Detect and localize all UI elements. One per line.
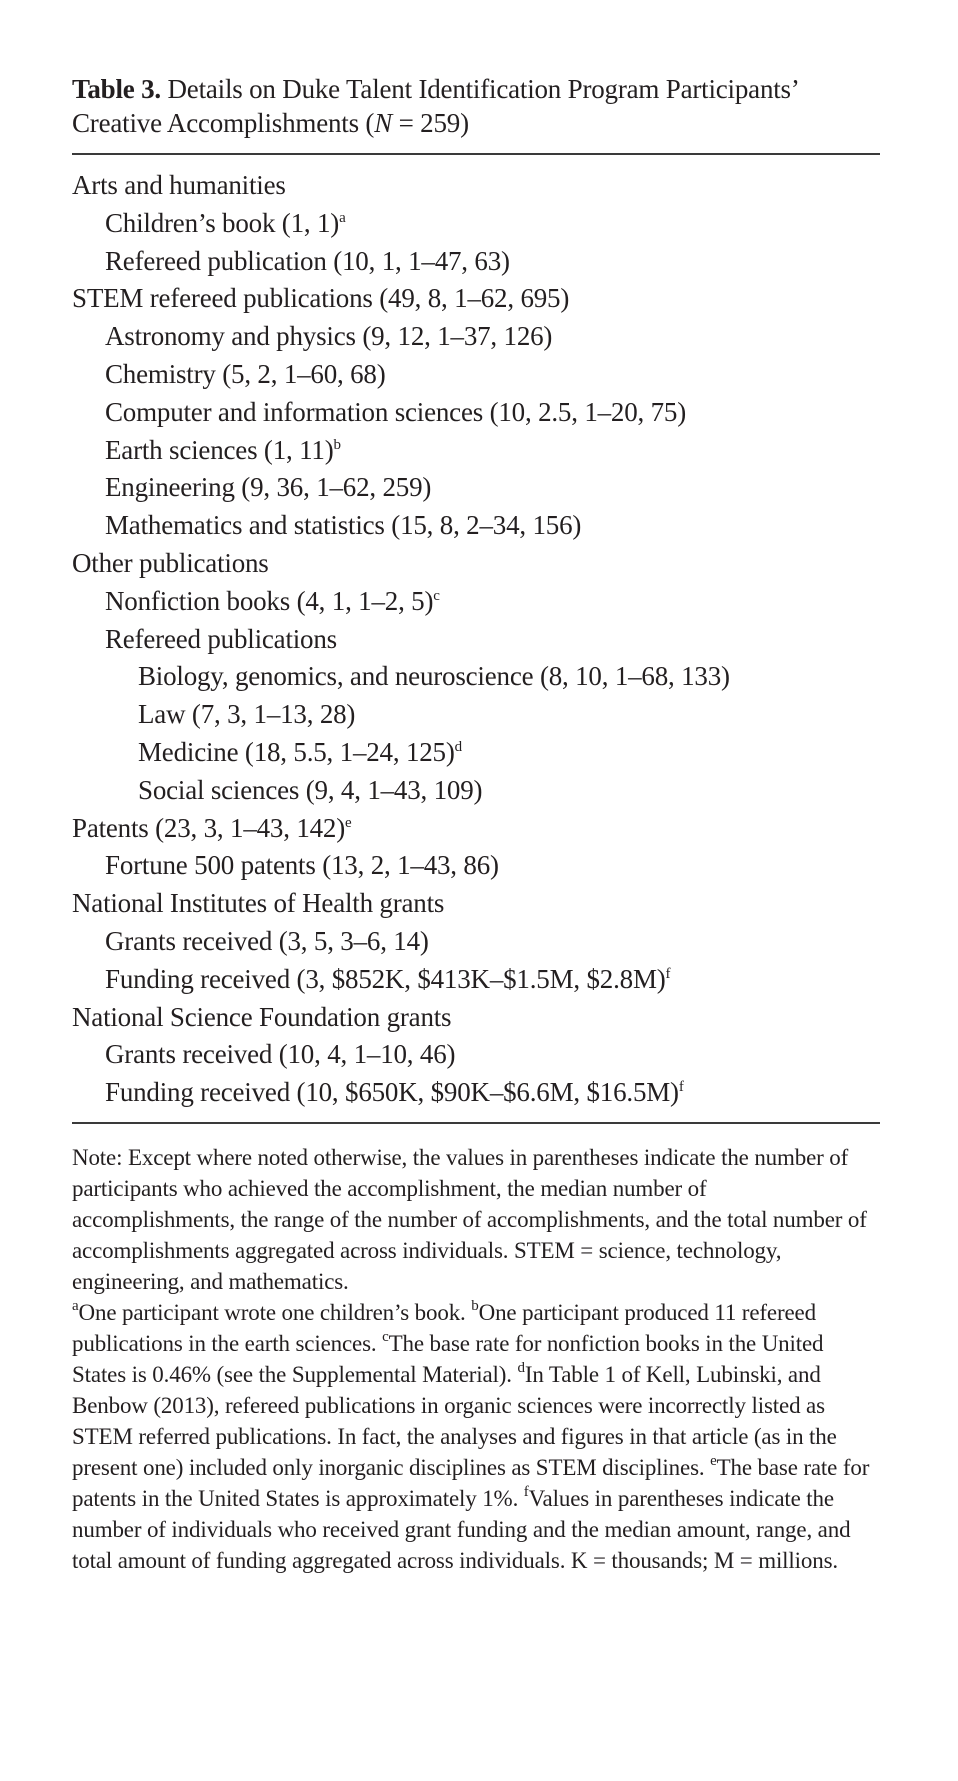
row-text: Fortune 500 patents (13, 2, 1–43, 86)	[105, 850, 499, 881]
row-text: Refereed publication (10, 1, 1–47, 63)	[105, 245, 510, 276]
general-note: Note: Except where noted otherwise, the values in parentheses indicate the number of participants who achieved the accomplishment, the median number of accomplishments, the range of the number of accomplishments, and the total number of accomplishments aggregated across individuals. STEM = science, technology, engineering, and mathematics.	[72, 1144, 867, 1294]
footnote-marker: d	[517, 1359, 525, 1376]
table-row	[72, 318, 880, 356]
row-text: Computer and information sciences (10, 2.5, 1–20, 75)	[105, 396, 687, 427]
row-text: Funding received (3, $852K, $413K–$1.5M, $2.8M)	[105, 963, 666, 994]
table-row	[72, 772, 880, 810]
footnotes	[72, 1297, 872, 1576]
table-row	[72, 243, 880, 281]
table-row	[72, 583, 880, 621]
table-row	[72, 847, 880, 885]
category-row	[72, 885, 880, 923]
caption-title-start: Details on Duke Talent Identification Program Participants’ Creative Accomplishments (	[72, 74, 798, 138]
footnote-marker: e	[710, 1452, 717, 1469]
row-text: Law (7, 3, 1–13, 28)	[138, 699, 356, 730]
footnote-marker: f	[678, 1079, 684, 1096]
table-body	[72, 155, 880, 1122]
table-row	[72, 923, 880, 961]
footnote-marker: d	[454, 738, 462, 755]
row-text: Medicine (18, 5.5, 1–24, 125)	[138, 736, 455, 767]
category-row	[72, 167, 880, 205]
category-row	[72, 280, 880, 318]
footnote-marker: f	[523, 1483, 529, 1500]
row-text: Biology, genomics, and neuroscience (8, 10, 1–68, 133)	[138, 661, 730, 692]
footnote-marker: a	[72, 1297, 79, 1314]
row-text: Chemistry (5, 2, 1–60, 68)	[105, 358, 386, 389]
footnote-text: Values in parentheses indicate the number of individuals who received grant funding and the median amount, range, and total amount of funding aggregated across individuals. K = thousands; M = millions.	[72, 1485, 851, 1573]
table-notes	[72, 1124, 872, 1576]
row-text: Grants received (10, 4, 1–10, 46)	[105, 1039, 456, 1070]
footnote-marker: a	[339, 209, 346, 226]
row-text: Grants received (3, 5, 3–6, 14)	[105, 925, 429, 956]
row-text: Nonfiction books (4, 1, 1–2, 5)	[105, 585, 434, 616]
row-text: Engineering (9, 36, 1–62, 259)	[105, 472, 432, 503]
row-text: Refereed publications	[105, 623, 337, 654]
category-row	[72, 810, 880, 848]
table-row	[72, 658, 880, 696]
table-row	[72, 696, 880, 734]
table-row	[72, 1036, 880, 1074]
table-row	[72, 507, 880, 545]
footnote-text: One participant wrote one children’s book.	[78, 1299, 472, 1325]
row-text: Arts and humanities	[72, 170, 286, 200]
footnote-marker: c	[382, 1328, 389, 1345]
category-row	[72, 999, 880, 1037]
table-row	[72, 1074, 880, 1112]
footnote-marker: b	[471, 1297, 479, 1314]
footnote-marker: b	[333, 436, 341, 453]
table-3	[72, 72, 880, 1576]
table-row	[72, 961, 880, 999]
footnote-text: The base rate for nonfiction books in the United States is 0.46% (see the Supplemental Material).	[72, 1330, 824, 1387]
footnote-marker: e	[345, 814, 352, 831]
row-text: Earth sciences (1, 11)	[105, 434, 334, 465]
row-text: Social sciences (9, 4, 1–43, 109)	[138, 774, 483, 805]
table-row	[72, 394, 880, 432]
table-row	[72, 356, 880, 394]
table-row	[72, 734, 880, 772]
row-text: Funding received (10, $650K, $90K–$6.6M, $16.5M)	[105, 1077, 679, 1108]
table-row	[72, 432, 880, 470]
row-text: STEM refereed publications (49, 8, 1–62, 695)	[72, 283, 570, 314]
caption-title-end: = 259)	[392, 108, 469, 138]
row-text: Mathematics and statistics (15, 8, 2–34, 156)	[105, 510, 582, 541]
table-row	[72, 621, 880, 659]
footnote-text: In Table 1 of Kell, Lubinski, and Benbow (2013), refereed publications in organic sciences were incorrectly listed as STEM referred publications. In fact, the analyses and figures in that article (as in the present one) included only inorganic disciplines as STEM disciplines.	[72, 1361, 837, 1480]
table-label: Table 3.	[72, 74, 161, 104]
row-text: Other publications	[72, 547, 269, 578]
caption-n-symbol: N	[374, 108, 393, 138]
footnote-text: One participant produced 11 refereed publications in the earth sciences.	[72, 1299, 816, 1356]
table-row	[72, 205, 880, 243]
row-text: National Institutes of Health grants	[72, 888, 445, 919]
row-text: Astronomy and physics (9, 12, 1–37, 126)	[105, 321, 553, 352]
footnote-marker: f	[665, 965, 671, 982]
row-text: Children’s book (1, 1)	[105, 207, 340, 238]
table-caption	[72, 72, 880, 140]
footnote-text: The base rate for patents in the United States is approximately 1%.	[72, 1454, 870, 1511]
row-text: Patents (23, 3, 1–43, 142)	[72, 812, 346, 843]
category-row	[72, 545, 880, 583]
row-text: National Science Foundation grants	[72, 1001, 452, 1032]
footnote-marker: c	[433, 587, 440, 604]
table-row	[72, 469, 880, 507]
